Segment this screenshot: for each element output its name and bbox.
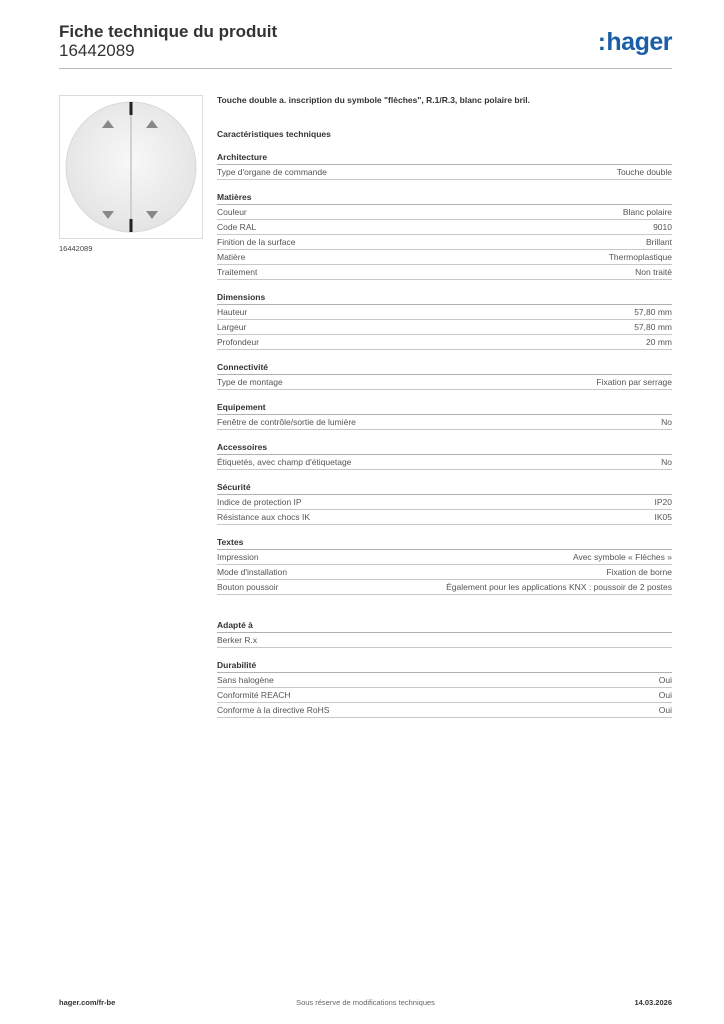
section-title: Textes [217,536,672,550]
product-specs [217,94,672,718]
spec-label: Conformité REACH [217,690,291,700]
spec-label: Couleur [217,207,247,217]
spec-section [217,401,672,430]
spec-row [217,495,672,510]
header-divider [59,68,672,69]
spec-value: IP20 [654,497,672,507]
spec-value: 9010 [653,222,672,232]
specs-heading: Caractéristiques techniques [217,129,331,139]
spec-label: Indice de protection IP [217,497,302,507]
spec-row [217,375,672,390]
product-description: Touche double a. inscription du symbole "flèches", R.1/R.3, blanc polaire bril. [217,95,531,105]
spec-value: IK05 [654,512,672,522]
spec-label: Berker R.x [217,635,258,645]
spec-section [217,361,672,390]
spec-value: Brillant [646,237,672,247]
spec-value: Fixation de borne [606,567,672,577]
spec-row [217,305,672,320]
hager-logo [598,28,672,57]
page-title: Fiche technique du produit [59,22,278,41]
spec-row [217,565,672,580]
spec-label: Code RAL [217,222,257,232]
spec-value: 57,80 mm [634,307,672,317]
spec-row [217,703,672,718]
spec-label: Sans halogène [217,675,274,685]
section-title: Adapté à [217,619,672,633]
footer-website-link[interactable]: hager.com/fr-be [59,998,116,1007]
spec-value: Oui [658,675,672,685]
spec-sections [217,151,672,718]
logo-text: hager [606,28,672,56]
spec-row [217,320,672,335]
footer-notice: Sous réserve de modifications techniques [296,998,435,1007]
section-title: Durabilité [217,659,672,673]
spec-row [217,265,672,280]
section-title: Sécurité [217,481,672,495]
logo-mark-icon: : [597,29,606,56]
product-image [59,95,203,239]
spec-row [217,633,672,648]
spec-value: 57,80 mm [634,322,672,332]
section-title: Matières [217,191,672,205]
spec-value: No [661,457,672,467]
spec-row [217,205,672,220]
product-number: 16442089 [59,41,135,60]
spec-row [217,673,672,688]
spec-value: Également pour les applications KNX : poussoir de 2 postes [446,582,672,592]
spec-row [217,335,672,350]
spec-label: Finition de la surface [217,237,296,247]
page-footer [59,998,672,1010]
spec-label: Largeur [217,322,247,332]
spec-section [217,441,672,470]
spec-label: Conforme à la directive RoHS [217,705,330,715]
spec-label: Bouton poussoir [217,582,279,592]
spec-value: Avec symbole « Flèches » [572,552,672,562]
spec-section [217,481,672,525]
spec-row [217,220,672,235]
document-header [59,22,277,60]
spec-label: Profondeur [217,337,260,347]
spec-section [217,619,672,648]
spec-section [217,151,672,180]
spec-value: Touche double [616,167,672,177]
spec-value: Blanc polaire [622,207,672,217]
spec-row [217,510,672,525]
spec-value: Thermoplastique [608,252,672,262]
spec-value: Oui [658,690,672,700]
spec-label: Fenêtre de contrôle/sortie de lumière [217,417,356,427]
section-title: Connectivité [217,361,672,375]
spec-row [217,415,672,430]
spec-value: Oui [658,705,672,715]
spec-row [217,235,672,250]
footer-date: 14.03.2026 [634,998,672,1007]
spec-label: Hauteur [217,307,248,317]
section-title: Architecture [217,151,672,165]
spec-label: Mode d'installation [217,567,288,577]
section-title: Accessoires [217,441,672,455]
spec-label: Type d'organe de commande [217,167,327,177]
spec-label: Résistance aux chocs IK [217,512,311,522]
spec-label: Étiquetés, avec champ d'étiquetage [217,457,352,467]
spec-value: No [661,417,672,427]
double-rocker-switch-icon [60,96,202,238]
section-title: Equipement [217,401,672,415]
section-title: Dimensions [217,291,672,305]
spec-row [217,580,672,595]
spec-row [217,455,672,470]
image-caption: 16442089 [59,244,93,253]
spec-label: Traitement [217,267,258,277]
spec-section [217,291,672,350]
spec-row [217,250,672,265]
spec-value: 20 mm [646,337,672,347]
spec-section [217,191,672,280]
spec-value: Non traité [635,267,672,277]
spec-label: Matière [217,252,246,262]
spec-label: Type de montage [217,377,283,387]
spec-value: Fixation par serrage [596,377,672,387]
spec-section [217,659,672,718]
spec-label: Impression [217,552,259,562]
spec-row [217,550,672,565]
spec-section [217,536,672,595]
spec-row [217,688,672,703]
spec-row [217,165,672,180]
